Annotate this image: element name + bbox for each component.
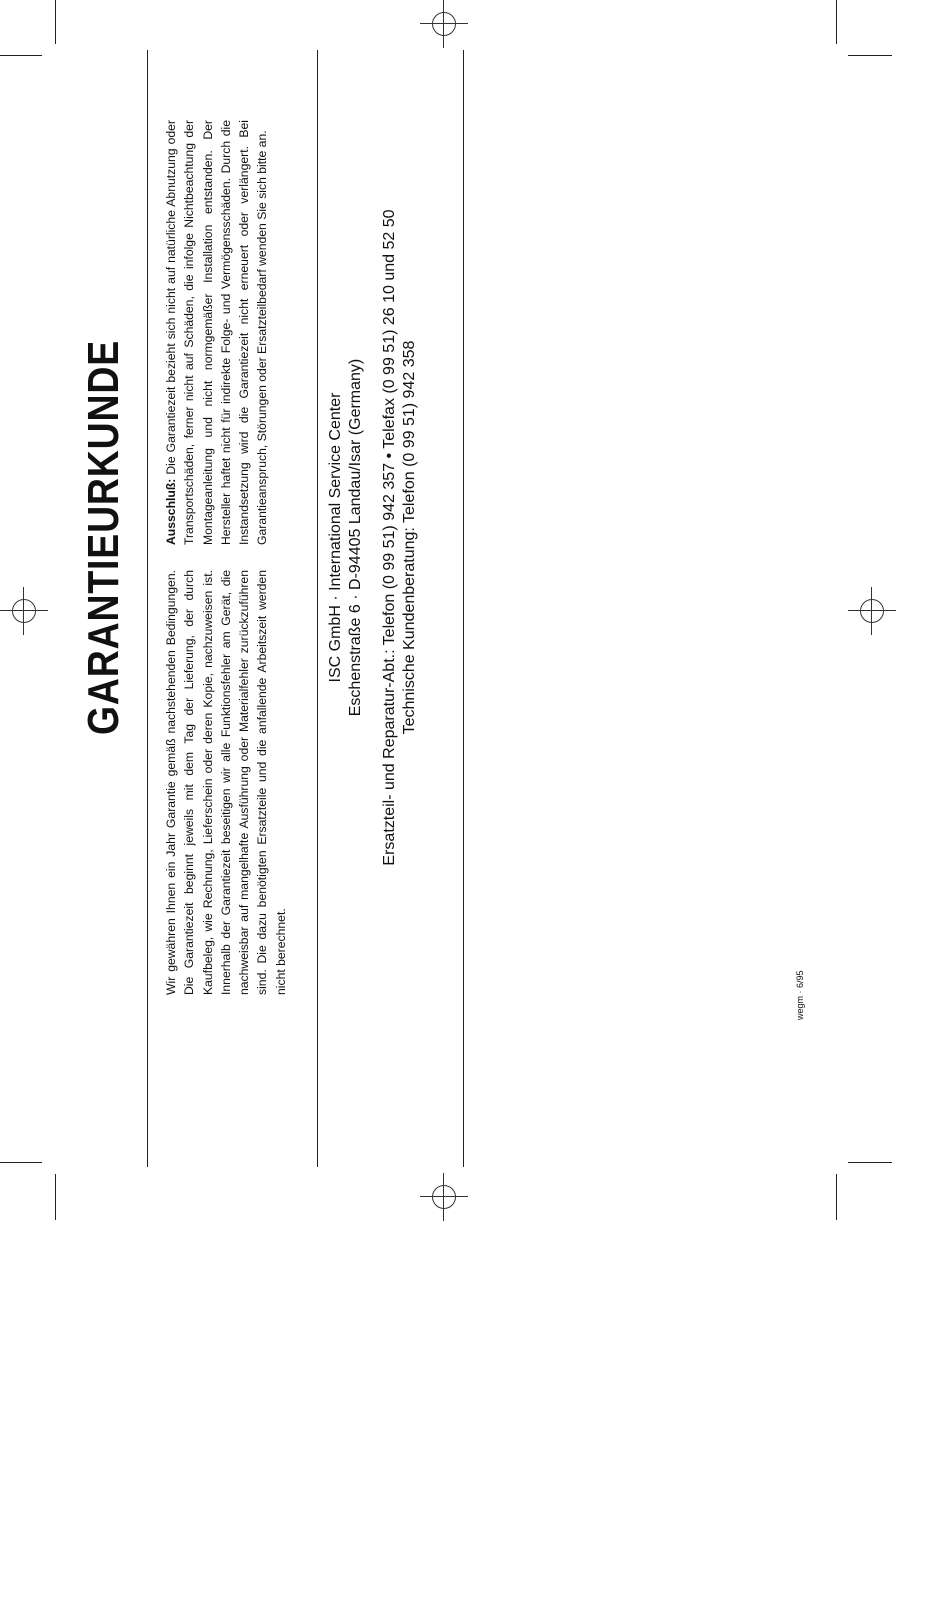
exclusion-terms: [162, 120, 272, 545]
spare-parts-contact: Ersatzteil- und Reparatur-Abt.: Telefon (0 99 51) 942 357 • Telefax (0 99 51) 26 10 und 52 50: [381, 209, 398, 866]
warranty-terms: Wir gewähren Ihnen ein Jahr Garantie gemäß nachstehenden Bedingungen. Die Garantiezeit beginnt jeweils mit dem Tag der Lieferung, der durch Kaufbeleg, wie Rechnung, Lieferschein oder deren Kopie, nachzuweisen ist. Innerhalb der Garantiezeit beseitigen wir alle Funktionsfehler am Gerät, die nachweisbar auf mangelhafte Ausführung oder Materialfehler zurückzuführen sind. Die dazu benötigten Ersatzteile und die anfallende Arbeitszeit werden nicht berechnet.: [164, 570, 288, 995]
crop-line: [836, 1174, 837, 1220]
crop-line: [55, 0, 56, 44]
crop-line: [0, 55, 42, 56]
tech-support-contact: Technische Kundenberatung: Telefon (0 99 51) 942 358: [401, 340, 418, 735]
crop-line: [836, 0, 837, 44]
crop-line: [0, 1162, 42, 1163]
document-title: GARANTIEURKUNDE: [79, 339, 128, 736]
registration-mark: [420, 1173, 468, 1221]
fold-line: [463, 50, 464, 1167]
crop-line: [55, 1174, 56, 1220]
company-address: Eschenstraße 6 · D-94405 Landau/Isar (Germany): [347, 358, 364, 717]
exclusion-text: Die Garantiezeit bezieht sich nicht auf natürliche Abnutzung oder Transportschäden, ferner nicht auf Schäden, die infolge Nichtbeachtung der Montageanleitung und nicht normgemäßer Installation entstanden. Der Hersteller haftet nicht für indirekte Folge- und Vermögensschäden. Durch die Instandsetzung wird die Garantiezeit nicht erneuert oder verlängert. Bei Garantieanspruch, Störungen oder Ersatzteilbedarf wenden Sie sich bitte an.: [164, 120, 270, 545]
exclusion-label: Ausschluß:: [164, 478, 178, 545]
crop-line: [848, 1162, 892, 1163]
company-name: ISC GmbH · International Service Center: [327, 392, 344, 683]
registration-mark: [0, 587, 48, 635]
registration-mark: [420, 0, 468, 48]
warranty-certificate: [79, 0, 418, 1075]
crop-line: [848, 55, 892, 56]
contact-block: [380, 0, 420, 1075]
registration-mark: [848, 587, 896, 635]
company-block: [326, 0, 366, 1075]
footer-code: wegm · 6/95: [795, 970, 805, 1020]
